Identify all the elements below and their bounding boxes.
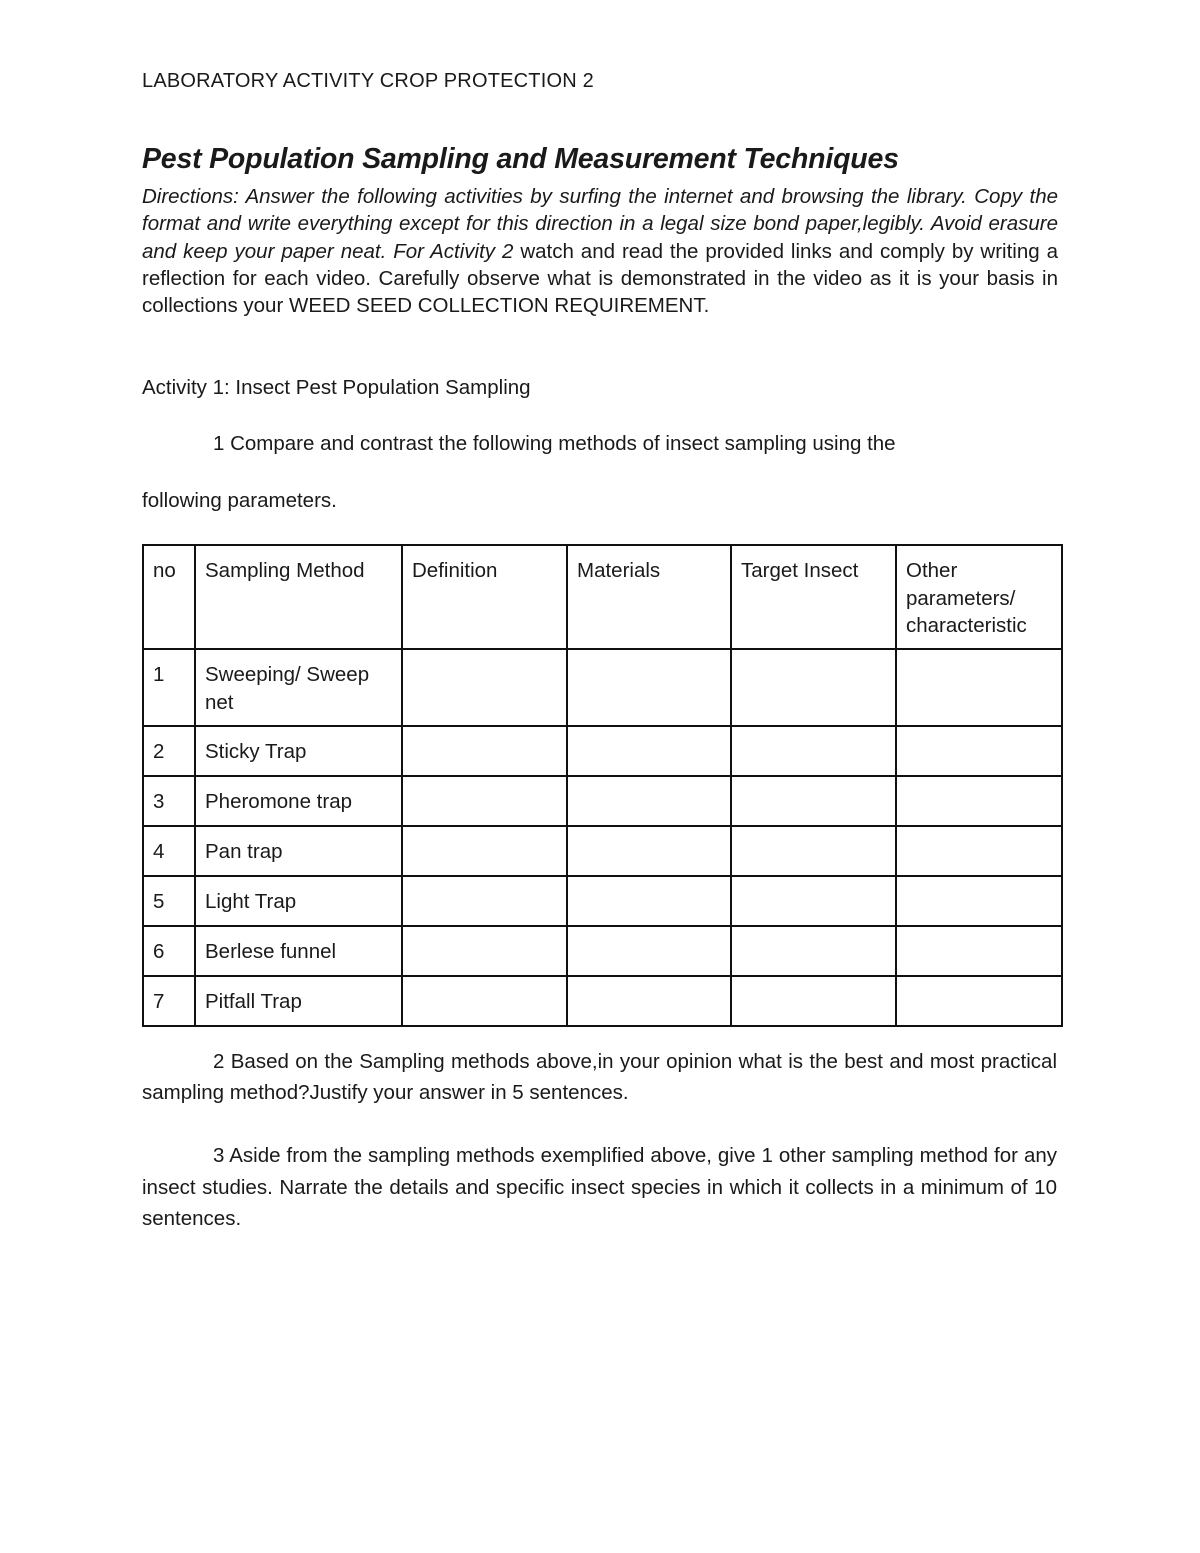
- page-title: Pest Population Sampling and Measurement Techniques: [142, 143, 899, 175]
- table-row: [143, 649, 1062, 726]
- header-cell-sampling-method: Sampling Method: [195, 545, 402, 649]
- table-row: [143, 976, 1062, 1026]
- table-row: [143, 876, 1062, 926]
- page-header: LABORATORY ACTIVITY CROP PROTECTION 2: [142, 70, 594, 92]
- header-cell-no: no: [143, 545, 195, 649]
- answer-cell: [402, 776, 567, 826]
- answer-cell: [731, 926, 896, 976]
- answer-cell: [731, 776, 896, 826]
- header-cell-other-parameters: Other parameters/ characteristic: [896, 545, 1062, 649]
- answer-cell: [402, 976, 567, 1026]
- answer-cell: [567, 926, 731, 976]
- answer-cell: [896, 726, 1062, 776]
- header-cell-materials: Materials: [567, 545, 731, 649]
- answer-cell: [567, 649, 731, 726]
- answer-cell: [731, 976, 896, 1026]
- row-number: 1: [143, 649, 195, 726]
- directions-italic-text: Directions: Answer the following activities by surfing the internet and browsing the library. Copy the format and write everything except for this direction in a legal size bond paper,legibly. Avoid erasure and keep your paper neat. For Activity 2: [142, 185, 1058, 263]
- question-1-line-2: following parameters.: [142, 489, 337, 512]
- row-number: 7: [143, 976, 195, 1026]
- directions-plain-text: watch and read the provided links and comply by writing a reflection for each video. Carefully observe what is demonstrated in the video as it is your basis in collections your WEED SEED COLLECTION REQUIREMENT.: [142, 239, 1058, 318]
- answer-cell: [567, 976, 731, 1026]
- row-method: Pheromone trap: [195, 776, 402, 826]
- answer-cell: [567, 726, 731, 776]
- question-2: 2 Based on the Sampling methods above,in your opinion what is the best and most practical sampling method?Justify your answer in 5 sentences.: [142, 1050, 1057, 1104]
- answer-cell: [731, 826, 896, 876]
- table-row: [143, 726, 1062, 776]
- row-method: Sweeping/ Sweep net: [195, 649, 402, 726]
- answer-cell: [731, 649, 896, 726]
- answer-cell: [731, 876, 896, 926]
- answer-cell: [896, 976, 1062, 1026]
- answer-cell: [896, 826, 1062, 876]
- sampling-methods-table: [142, 544, 1063, 1027]
- row-method: Pan trap: [195, 826, 402, 876]
- row-method: Berlese funnel: [195, 926, 402, 976]
- row-number: 2: [143, 726, 195, 776]
- directions-paragraph: [142, 183, 1058, 319]
- answer-cell: [402, 926, 567, 976]
- answer-cell: [567, 826, 731, 876]
- row-method: Pitfall Trap: [195, 976, 402, 1026]
- answer-cell: [402, 726, 567, 776]
- row-method: Light Trap: [195, 876, 402, 926]
- answer-cell: [567, 776, 731, 826]
- header-cell-target-insect: Target Insect: [731, 545, 896, 649]
- answer-cell: [896, 876, 1062, 926]
- table-row: [143, 826, 1062, 876]
- answer-cell: [896, 776, 1062, 826]
- answer-cell: [731, 726, 896, 776]
- table-row: [143, 776, 1062, 826]
- row-method: Sticky Trap: [195, 726, 402, 776]
- activity-1-heading: Activity 1: Insect Pest Population Sampling: [142, 376, 531, 399]
- question-1-line-1: 1 Compare and contrast the following methods of insect sampling using the: [213, 432, 896, 455]
- answer-cell: [402, 826, 567, 876]
- header-cell-definition: Definition: [402, 545, 567, 649]
- row-number: 4: [143, 826, 195, 876]
- row-number: 5: [143, 876, 195, 926]
- answer-cell: [402, 876, 567, 926]
- row-number: 3: [143, 776, 195, 826]
- answer-cell: [896, 926, 1062, 976]
- answer-cell: [402, 649, 567, 726]
- row-number: 6: [143, 926, 195, 976]
- table-header-row: [143, 545, 1062, 649]
- answer-cell: [567, 876, 731, 926]
- question-3: 3 Aside from the sampling methods exemplified above, give 1 other sampling method for any insect studies. Narrate the details and specific insect species in which it collects in a minimum of 10 sentences.: [142, 1144, 1057, 1230]
- answer-cell: [896, 649, 1062, 726]
- table-row: [143, 926, 1062, 976]
